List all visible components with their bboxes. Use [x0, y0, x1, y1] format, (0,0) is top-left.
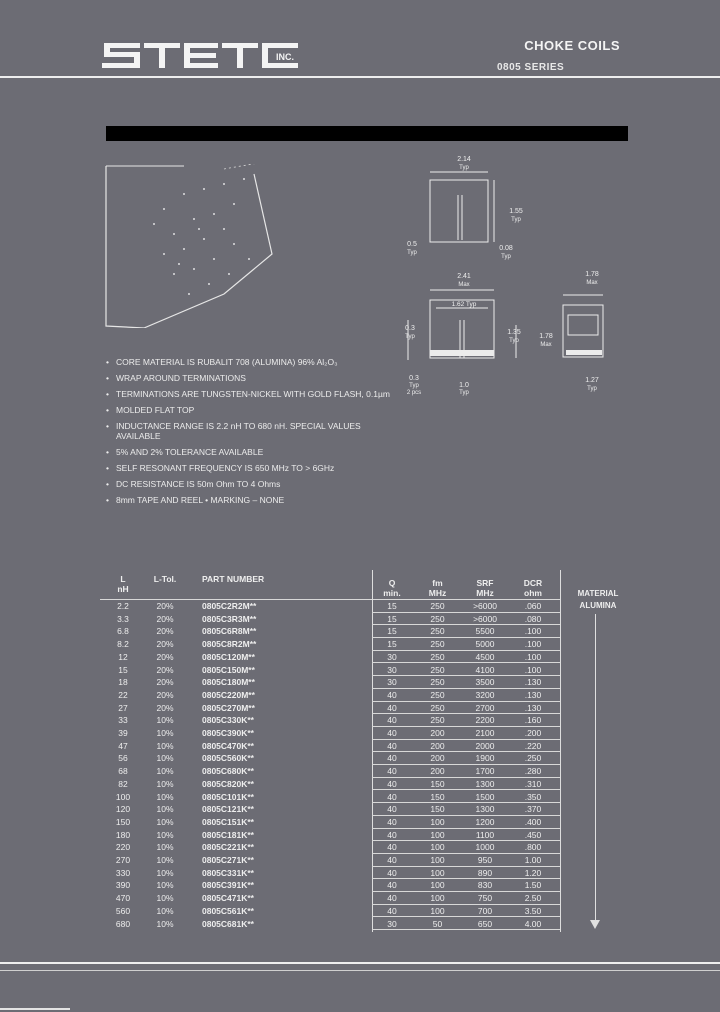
bottom-divider-thin — [0, 970, 720, 971]
col-header-material: MATERIAL — [577, 589, 619, 598]
cell-dcr: .280 — [524, 766, 542, 777]
cell-srf: 1900 — [475, 753, 495, 764]
cell-part: 0805C470K** — [202, 740, 254, 751]
cell-l: 27 — [118, 702, 128, 713]
cell-dcr: .250 — [524, 753, 542, 764]
cell-srf: 2100 — [475, 728, 495, 738]
dim-side-bottom: 1.27 — [585, 377, 599, 384]
cell-q: 30 — [387, 918, 397, 929]
cell-fm: 100 — [430, 829, 445, 840]
cell-fm: 250 — [430, 651, 445, 662]
cell-fm: 250 — [430, 677, 445, 688]
dim-left-small-note: Typ — [407, 250, 417, 256]
cell-tol: 20% — [156, 613, 174, 624]
cell-q: 40 — [387, 753, 397, 764]
cell-srf: 650 — [477, 918, 493, 929]
cell-l: 390 — [115, 880, 131, 891]
cell-fm: 250 — [430, 613, 445, 624]
cell-part: 0805C560K** — [202, 753, 254, 764]
cell-tol: 20% — [156, 601, 174, 611]
cell-l: 560 — [115, 905, 131, 916]
cell-tol: 10% — [156, 804, 174, 815]
cell-tol: 10% — [156, 905, 174, 916]
product-photo — [104, 164, 276, 328]
col-header-fm: fm — [432, 578, 443, 588]
cell-part: 0805C120M** — [202, 651, 255, 662]
cell-l: 470 — [115, 893, 131, 904]
cell-part: 0805C330K** — [202, 715, 254, 726]
table-row — [100, 727, 620, 740]
dim-bottom-small: 0.08 — [499, 245, 513, 252]
cell-l: 680 — [115, 918, 131, 929]
cell-l: 150 — [115, 816, 131, 827]
cell-q: 40 — [387, 689, 397, 700]
cell-l: 68 — [118, 766, 128, 777]
cell-tol: 10% — [156, 855, 174, 865]
cell-dcr: 1.50 — [524, 880, 542, 891]
dim-gap-note: Typ — [459, 390, 469, 396]
dim-side-height-note: Max — [540, 342, 552, 348]
cell-tol: 20% — [156, 689, 174, 700]
table-row — [100, 879, 620, 892]
cell-dcr: .350 — [524, 791, 542, 802]
cell-q: 40 — [387, 740, 397, 751]
cell-q: 40 — [387, 778, 397, 789]
series-subtitle: 0805 SERIES — [497, 62, 565, 73]
cell-q: 30 — [387, 664, 397, 675]
cell-l: 15 — [118, 664, 128, 675]
cell-fm: 250 — [430, 601, 445, 611]
cell-fm: 150 — [430, 778, 445, 789]
cell-q: 40 — [387, 702, 397, 713]
cell-srf: 1300 — [475, 778, 495, 789]
cell-srf: 4500 — [475, 651, 495, 662]
cell-part: 0805C331K** — [202, 867, 254, 878]
cell-part: 0805C181K** — [202, 829, 254, 840]
dim-height-right-note: Typ — [511, 217, 521, 223]
cell-l: 6.8 — [117, 626, 129, 637]
cell-dcr: .080 — [524, 613, 542, 624]
cell-dcr: 1.20 — [524, 867, 542, 878]
table-row — [100, 905, 620, 918]
cell-fm: 200 — [430, 766, 445, 777]
cell-fm: 250 — [430, 664, 445, 675]
material-value: ALUMINA — [579, 601, 617, 610]
col-header-srf: SRF — [476, 578, 494, 588]
cell-srf: 1200 — [475, 816, 495, 827]
table-row — [100, 638, 620, 651]
cell-fm: 250 — [430, 702, 445, 713]
cell-dcr: .130 — [524, 689, 542, 700]
cell-tol: 10% — [156, 893, 174, 904]
cell-dcr: .800 — [524, 842, 542, 853]
cell-l: 270 — [115, 855, 131, 865]
cell-srf: 1700 — [475, 766, 495, 777]
col-header-srf-unit: MHz — [476, 588, 494, 598]
dim-side-width: 1.78 — [585, 271, 599, 278]
table-row — [100, 816, 620, 829]
cell-q: 40 — [387, 855, 397, 865]
table-row — [100, 702, 620, 715]
cell-dcr: .100 — [524, 639, 542, 650]
cell-srf: 890 — [477, 867, 493, 878]
cell-fm: 200 — [430, 728, 445, 738]
header-banner-bar — [106, 126, 628, 141]
cell-part: 0805C221K** — [202, 842, 254, 853]
table-row — [100, 803, 620, 816]
spec-item: • SELF RESONANT FREQUENCY IS 650 MHz TO > 6GHz — [106, 463, 406, 473]
top-divider — [0, 76, 720, 78]
cell-q: 15 — [387, 601, 397, 611]
cell-srf: 2000 — [475, 740, 495, 751]
cell-part: 0805C681K** — [202, 918, 254, 929]
spec-item: • 5% AND 2% TOLERANCE AVAILABLE — [106, 447, 406, 457]
dimension-drawing — [398, 150, 608, 400]
cell-fm: 250 — [430, 639, 445, 650]
cell-l: 12 — [118, 651, 128, 662]
cell-part: 0805C6R8M** — [202, 626, 257, 637]
logo-suffix: INC. — [276, 52, 294, 62]
cell-q: 40 — [387, 804, 397, 815]
cell-l: 8.2 — [117, 639, 129, 650]
cell-tol: 20% — [156, 664, 174, 675]
cell-part: 0805C3R3M** — [202, 613, 257, 624]
table-row — [100, 918, 620, 931]
stetco-logo — [100, 38, 305, 72]
cell-q: 15 — [387, 626, 397, 637]
table-row — [100, 714, 620, 727]
dim-inner-len: 1.62 Typ — [451, 301, 477, 308]
cell-srf: 3200 — [475, 689, 495, 700]
cell-srf: 2200 — [475, 715, 495, 726]
table-row — [100, 625, 620, 638]
dim-side-height: 1.78 — [539, 333, 553, 340]
cell-tol: 10% — [156, 816, 174, 827]
cell-q: 40 — [387, 867, 397, 878]
cell-q: 30 — [387, 677, 397, 688]
cell-dcr: .100 — [524, 664, 542, 675]
cell-fm: 100 — [430, 880, 445, 891]
cell-fm: 200 — [430, 753, 445, 764]
cell-l: 180 — [115, 829, 131, 840]
cell-srf: 5000 — [475, 639, 495, 650]
dim-bottom-small-note: Typ — [501, 254, 511, 260]
table-row — [100, 892, 620, 905]
spec-item: • 8mm TAPE AND REEL • MARKING – NONE — [106, 495, 406, 505]
cell-fm: 250 — [430, 715, 445, 726]
cell-tol: 10% — [156, 842, 174, 853]
cell-part: 0805C101K** — [202, 791, 254, 802]
cell-tol: 10% — [156, 740, 174, 751]
table-row — [100, 854, 620, 867]
cell-part: 0805C820K** — [202, 778, 254, 789]
cell-l: 56 — [118, 753, 128, 764]
dim-gap: 1.0 — [459, 382, 469, 389]
cell-dcr: 3.50 — [524, 905, 542, 916]
cell-l: 100 — [115, 791, 131, 802]
cell-tol: 10% — [156, 829, 174, 840]
cell-q: 40 — [387, 893, 397, 904]
cell-l: 33 — [118, 715, 128, 726]
page-title: CHOKE COILS — [524, 38, 620, 53]
cell-q: 40 — [387, 766, 397, 777]
col-header-dcr-unit: ohm — [524, 588, 542, 598]
dim-side-bottom-note: Typ — [587, 386, 597, 392]
dim-term: 0.3 — [409, 375, 419, 382]
cell-dcr: .370 — [524, 804, 542, 815]
dim-left-small: 0.5 — [407, 241, 417, 248]
dim-term-places: 2 pcs — [406, 390, 422, 396]
dim-width-top-note: Typ — [459, 165, 469, 171]
table-row — [100, 778, 620, 791]
cell-tol: 10% — [156, 715, 174, 726]
col-header-l-unit: nH — [117, 584, 129, 594]
cell-fm: 250 — [430, 689, 445, 700]
spec-item: • DC RESISTANCE IS 50m Ohm TO 4 Ohms — [106, 479, 406, 489]
col-header-part: PART NUMBER — [202, 574, 265, 584]
cell-part: 0805C121K** — [202, 804, 254, 815]
cell-tol: 20% — [156, 639, 174, 650]
cell-tol: 20% — [156, 677, 174, 688]
table-row — [100, 829, 620, 842]
table-row — [100, 664, 620, 677]
cell-fm: 150 — [430, 804, 445, 815]
dim-term-note: Typ — [409, 383, 419, 389]
spec-list — [106, 357, 406, 511]
cell-q: 40 — [387, 880, 397, 891]
cell-dcr: .220 — [524, 740, 542, 751]
cell-q: 15 — [387, 639, 397, 650]
cell-fm: 100 — [430, 816, 445, 827]
col-header-dcr: DCR — [523, 578, 543, 588]
cell-tol: 20% — [156, 702, 174, 713]
cell-fm: 150 — [430, 791, 445, 802]
cell-part: 0805C271K** — [202, 855, 254, 865]
cell-part: 0805C471K** — [202, 893, 254, 904]
cell-q: 30 — [387, 651, 397, 662]
col-header-fm-unit: MHz — [428, 588, 447, 598]
cell-tol: 20% — [156, 626, 174, 637]
footer-mark — [0, 1008, 70, 1010]
cell-srf: 750 — [477, 893, 493, 904]
spec-item: • CORE MATERIAL IS RUBALIT 708 (ALUMINA) 96% Al₂O₃ — [106, 357, 406, 367]
cell-fm: 100 — [430, 842, 445, 853]
cell-part: 0805C220M** — [202, 689, 255, 700]
cell-fm: 50 — [432, 918, 443, 929]
cell-part: 0805C270M** — [202, 702, 255, 713]
table-row — [100, 791, 620, 804]
part-table — [100, 570, 620, 935]
cell-tol: 10% — [156, 778, 174, 789]
table-row — [100, 740, 620, 753]
cell-l: 220 — [115, 842, 131, 853]
cell-l: 2.2 — [117, 601, 129, 611]
cell-srf: 950 — [477, 855, 493, 865]
dim-left-height-note: Typ — [405, 334, 415, 340]
cell-dcr: .100 — [524, 651, 542, 662]
cell-tol: 10% — [156, 766, 174, 777]
cell-tol: 20% — [156, 651, 174, 662]
cell-fm: 100 — [430, 867, 445, 878]
cell-tol: 10% — [156, 753, 174, 764]
cell-dcr: .060 — [524, 601, 542, 611]
dim-mid-height: 1.35 — [507, 329, 521, 336]
cell-dcr: 1.00 — [524, 855, 542, 865]
cell-l: 330 — [115, 867, 131, 878]
dim-width-top: 2.14 — [457, 156, 471, 163]
cell-q: 40 — [387, 842, 397, 853]
cell-dcr: .160 — [524, 715, 542, 726]
spec-item: • TERMINATIONS ARE TUNGSTEN-NICKEL WITH GOLD FLASH, 0.1µm — [106, 389, 406, 399]
cell-tol: 10% — [156, 880, 174, 891]
cell-tol: 10% — [156, 867, 174, 878]
cell-part: 0805C680K** — [202, 766, 254, 777]
cell-part: 0805C8R2M** — [202, 639, 257, 650]
cell-srf: 3500 — [475, 677, 495, 688]
cell-l: 22 — [118, 689, 128, 700]
table-row — [100, 651, 620, 664]
cell-dcr: .100 — [524, 626, 542, 637]
cell-fm: 100 — [430, 893, 445, 904]
cell-tol: 10% — [156, 918, 174, 929]
cell-part: 0805C150M** — [202, 664, 255, 675]
cell-srf: 5500 — [475, 626, 495, 637]
cell-fm: 200 — [430, 740, 445, 751]
cell-dcr: .400 — [524, 816, 542, 827]
cell-part: 0805C390K** — [202, 728, 254, 738]
cell-fm: 100 — [430, 905, 445, 916]
cell-l: 82 — [118, 778, 128, 789]
cell-part: 0805C151K** — [202, 816, 254, 827]
cell-q: 40 — [387, 816, 397, 827]
table-row — [100, 867, 620, 880]
cell-dcr: .130 — [524, 677, 542, 688]
col-header-q-unit: min. — [383, 588, 401, 598]
table-row — [100, 676, 620, 689]
cell-srf: 700 — [477, 905, 493, 916]
dim-mid-height-note: Typ — [509, 338, 519, 344]
cell-part: 0805C561K** — [202, 905, 254, 916]
cell-srf: 1000 — [475, 842, 495, 853]
spec-item: • INDUCTANCE RANGE IS 2.2 nH TO 680 nH. SPECIAL VALUES AVAILABLE — [106, 421, 406, 441]
cell-part: 0805C2R2M** — [202, 601, 257, 611]
cell-srf: >6000 — [473, 613, 497, 624]
col-header-l: L — [120, 574, 126, 584]
dim-overall-len-note: Max — [458, 282, 470, 288]
table-row — [100, 613, 620, 626]
cell-q: 40 — [387, 905, 397, 916]
cell-q: 15 — [387, 613, 397, 624]
cell-srf: 2700 — [475, 702, 495, 713]
table-row — [100, 689, 620, 702]
cell-l: 39 — [118, 728, 128, 738]
cell-srf: 4100 — [475, 664, 495, 675]
col-header-q: Q — [388, 578, 396, 588]
cell-part: 0805C391K** — [202, 880, 254, 891]
bottom-divider — [0, 962, 720, 964]
cell-l: 47 — [118, 740, 128, 751]
cell-dcr: .130 — [524, 702, 542, 713]
cell-l: 3.3 — [117, 613, 129, 624]
cell-l: 120 — [115, 804, 131, 815]
cell-q: 40 — [387, 791, 397, 802]
cell-dcr: .450 — [524, 829, 542, 840]
cell-q: 40 — [387, 829, 397, 840]
cell-tol: 10% — [156, 791, 174, 802]
cell-dcr: 4.00 — [524, 918, 542, 929]
cell-dcr: .310 — [524, 778, 542, 789]
cell-srf: 1500 — [475, 791, 495, 802]
cell-srf: >6000 — [473, 601, 497, 611]
dim-side-width-note: Max — [586, 280, 598, 286]
dim-overall-len: 2.41 — [457, 273, 471, 280]
cell-tol: 10% — [156, 728, 174, 738]
cell-fm: 250 — [430, 626, 445, 637]
row-rule — [372, 929, 560, 930]
cell-srf: 830 — [477, 880, 493, 891]
table-row — [100, 752, 620, 765]
cell-q: 40 — [387, 715, 397, 726]
table-row — [100, 765, 620, 778]
spec-item: • WRAP AROUND TERMINATIONS — [106, 373, 406, 383]
cell-srf: 1300 — [475, 804, 495, 815]
cell-q: 40 — [387, 728, 397, 738]
table-row — [100, 600, 620, 613]
cell-part: 0805C180M** — [202, 677, 255, 688]
table-row — [100, 841, 620, 854]
dim-left-height: 0.3 — [405, 325, 415, 332]
dim-height-right: 1.55 — [509, 208, 523, 215]
cell-srf: 1100 — [475, 829, 495, 840]
cell-dcr: 2.50 — [524, 893, 542, 904]
spec-item: • MOLDED FLAT TOP — [106, 405, 406, 415]
col-header-tol: L-Tol. — [153, 574, 177, 584]
cell-fm: 100 — [430, 855, 445, 865]
cell-l: 18 — [118, 677, 128, 688]
cell-dcr: .200 — [524, 728, 542, 738]
